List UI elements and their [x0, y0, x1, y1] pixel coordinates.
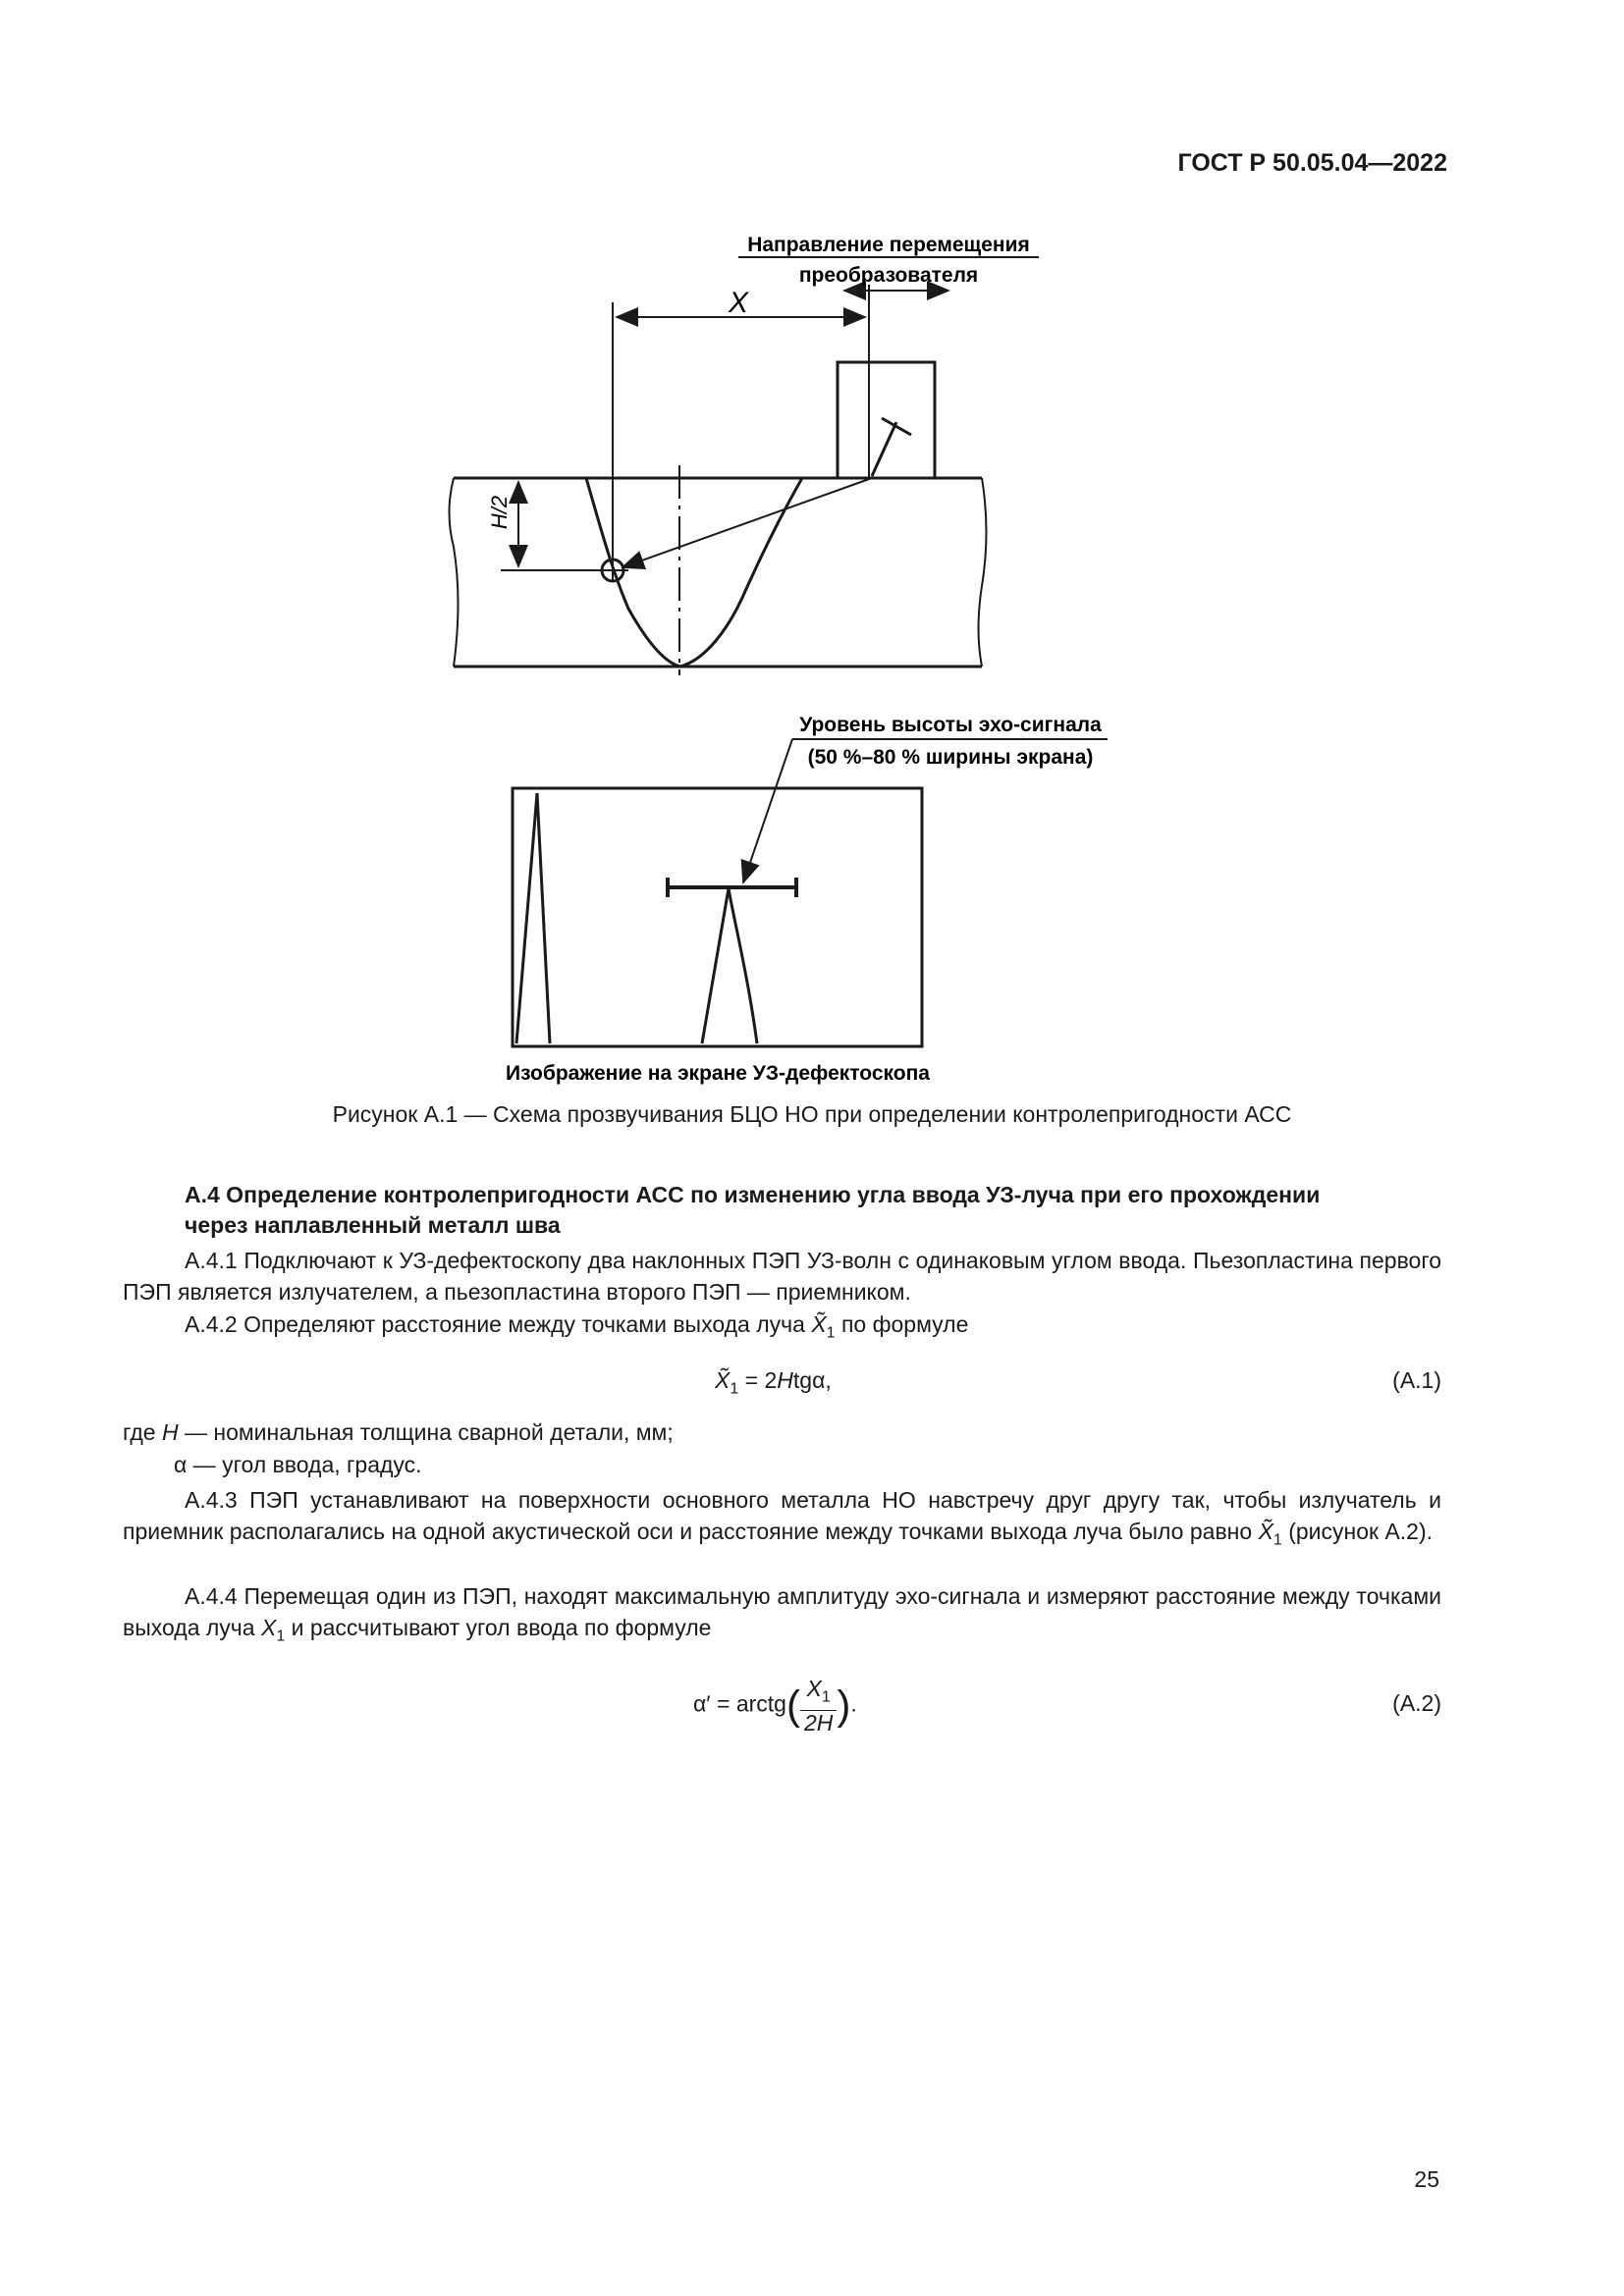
- alpha-line: α — угол ввода, градус.: [174, 1452, 422, 1477]
- formula-a2: α′ = arctg( $\frac{X_1}{2H}$ ).: [693, 1676, 857, 1735]
- weld-left-boundary: [586, 478, 680, 667]
- where-line: где H — номинальная толщина сварной детали, мм;: [123, 1419, 674, 1445]
- ultrasonic-beam: [623, 478, 872, 567]
- figure-a1: [0, 0, 1624, 1090]
- figure-caption: Рисунок А.1 — Схема прозвучивания БЦО НО при определении контролепригодности АСС: [332, 1101, 1292, 1127]
- section-title: А.4 Определение контролепригодности АСС по изменению угла ввода УЗ-луча при его прохождении через наплавленный металл шва: [185, 1182, 1321, 1238]
- paragraph-a41: А.4.1 Подключают к УЗ-дефектоскопу два наклонных ПЭП УЗ-волн с одинаковым углом ввода. Пьезопластина первого ПЭП является излучателем, а пьезопластина второго ПЭП — приемником.: [123, 1248, 1441, 1305]
- formula-a1: $X̃_1 = 2Htg\alpha$,: [715, 1367, 832, 1398]
- transducer-element-bar: [882, 418, 911, 435]
- paragraph-a43: А.4.3 ПЭП устанавливают на поверхности основного металла НО навстречу друг другу так, чтобы излучатель и приемник располагались на одной акустической оси и расстояние между точками выхода луча было равно $X̃_1$ (рисунок А.2).: [123, 1487, 1441, 1549]
- document-number: ГОСТ Р 50.05.04—2022: [1177, 149, 1447, 177]
- label-direction-line2: преобразователя: [798, 264, 979, 287]
- transducer-element: [872, 422, 896, 476]
- label-x: X: [728, 287, 749, 319]
- plate-right-break: [979, 478, 987, 667]
- label-direction-line1: Направление перемещения: [747, 234, 1030, 256]
- weld-right-boundary: [680, 478, 802, 667]
- label-h2: H/2: [487, 495, 512, 530]
- echo-signal: [702, 888, 757, 1043]
- label-screen: Изображение на экране УЗ-дефектоскопа: [506, 1062, 930, 1085]
- plate-left-break: [450, 478, 459, 667]
- label-level-line1: Уровень высоты эхо-сигнала: [799, 714, 1102, 736]
- paragraph-a42: А.4.2 Определяют расстояние между точками выхода луча $X̃_1$ по формуле: [185, 1311, 969, 1342]
- level-leader-arrow: [743, 739, 792, 882]
- label-level-line2: (50 %–80 % ширины экрана): [807, 746, 1094, 769]
- formula-a2-number: (А.2): [1392, 1690, 1441, 1716]
- paragraph-a44: А.4.4 Перемещая один из ПЭП, находят максимальную амплитуду эхо-сигнала и измеряют расстояние между точками выхода луча $X_1$ и рассчитывают угол ввода по формуле: [123, 1583, 1441, 1645]
- formula-a1-number: (А.1): [1392, 1367, 1441, 1393]
- detector-screen: [513, 788, 922, 1046]
- page-number: 25: [1414, 2166, 1439, 2192]
- initial-pulse: [516, 793, 550, 1043]
